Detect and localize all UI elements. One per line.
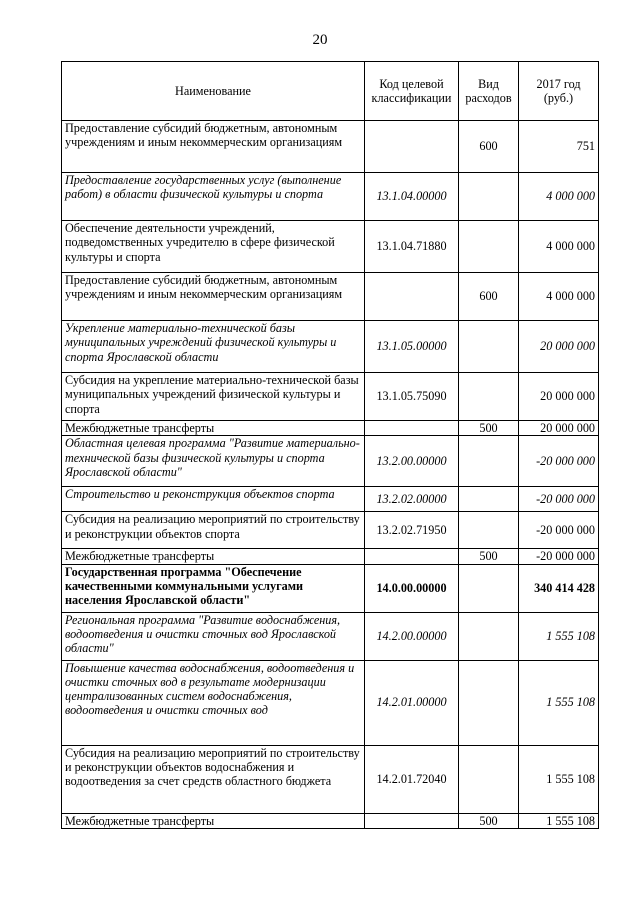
row-type: 600 <box>459 273 519 321</box>
row-type <box>459 564 519 612</box>
row-name: Субсидия на реализацию мероприятий по строительству и реконструкции объектов водоснабжения и водоотведения за счет средств областного бюджета <box>62 745 365 813</box>
row-name: Повышение качества водоснабжения, водоотведения и очистки сточных вод в результате модернизации централизованных систем водоснабжения, водоотведения и очистки сточных вод <box>62 660 365 745</box>
row-amount: 20 000 000 <box>519 321 599 373</box>
row-code: 13.1.04.71880 <box>365 221 459 273</box>
row-name: Строительство и реконструкция объектов спорта <box>62 487 365 512</box>
table-row <box>62 321 599 373</box>
row-code <box>365 421 459 436</box>
table-row <box>62 121 599 173</box>
row-name: Обеспечение деятельности учреждений, подведомственных учредителю в сфере физической культуры и спорта <box>62 221 365 273</box>
header-amount: 2017 год (руб.) <box>519 62 599 121</box>
table-row <box>62 421 599 436</box>
table-header-row <box>62 62 599 121</box>
table-row <box>62 436 599 487</box>
table-row <box>62 549 599 564</box>
row-type <box>459 487 519 512</box>
row-code: 14.2.00.00000 <box>365 612 459 660</box>
row-amount: 4 000 000 <box>519 221 599 273</box>
row-name: Укрепление материально-технической базы муниципальных учреждений физической культуры и спорта Ярославской области <box>62 321 365 373</box>
table-row <box>62 173 599 221</box>
row-type <box>459 321 519 373</box>
row-name: Межбюджетные трансферты <box>62 549 365 564</box>
row-type <box>459 745 519 813</box>
row-name: Межбюджетные трансферты <box>62 813 365 828</box>
row-amount: 1 555 108 <box>519 660 599 745</box>
row-amount: -20 000 000 <box>519 487 599 512</box>
row-amount: 751 <box>519 121 599 173</box>
row-name: Областная целевая программа "Развитие материально-технической базы физической культуры и спорта Ярославской области" <box>62 436 365 487</box>
row-code: 14.0.00.00000 <box>365 564 459 612</box>
row-amount: -20 000 000 <box>519 512 599 549</box>
row-name: Предоставление субсидий бюджетным, автономным учреждениям и иным некоммерческим организациям <box>62 121 365 173</box>
row-type <box>459 612 519 660</box>
row-amount: 340 414 428 <box>519 564 599 612</box>
row-code <box>365 121 459 173</box>
row-amount: 1 555 108 <box>519 813 599 828</box>
row-type <box>459 173 519 221</box>
row-type <box>459 660 519 745</box>
row-name: Региональная программа "Развитие водоснабжения, водоотведения и очистки сточных вод Ярославской области" <box>62 612 365 660</box>
table-row <box>62 487 599 512</box>
table-row <box>62 660 599 745</box>
row-type: 600 <box>459 121 519 173</box>
table-row <box>62 813 599 828</box>
table-row <box>62 373 599 421</box>
row-code <box>365 549 459 564</box>
header-type: Вид расходов <box>459 62 519 121</box>
row-code: 13.2.02.71950 <box>365 512 459 549</box>
row-code: 13.1.04.00000 <box>365 173 459 221</box>
row-type: 500 <box>459 421 519 436</box>
table-row <box>62 221 599 273</box>
row-name: Субсидия на укрепление материально-технической базы муниципальных учреждений физической культуры и спорта <box>62 373 365 421</box>
row-name: Предоставление государственных услуг (выполнение работ) в области физической культуры и спорта <box>62 173 365 221</box>
row-code: 14.2.01.00000 <box>365 660 459 745</box>
row-code: 14.2.01.72040 <box>365 745 459 813</box>
table-row <box>62 512 599 549</box>
row-code <box>365 813 459 828</box>
row-amount: 4 000 000 <box>519 273 599 321</box>
row-amount: 20 000 000 <box>519 373 599 421</box>
table-row <box>62 564 599 612</box>
header-code: Код целевой классификации <box>365 62 459 121</box>
row-amount: 20 000 000 <box>519 421 599 436</box>
table-row <box>62 273 599 321</box>
page-number: 20 <box>312 32 328 48</box>
row-amount: -20 000 000 <box>519 549 599 564</box>
row-type: 500 <box>459 549 519 564</box>
header-name: Наименование <box>62 62 365 121</box>
row-name: Межбюджетные трансферты <box>62 421 365 436</box>
row-code: 13.2.02.00000 <box>365 487 459 512</box>
table-row <box>62 612 599 660</box>
row-name: Государственная программа "Обеспечение качественными коммунальными услугами населения Ярославской области" <box>62 564 365 612</box>
row-code: 13.1.05.75090 <box>365 373 459 421</box>
row-code: 13.2.00.00000 <box>365 436 459 487</box>
budget-table <box>61 61 599 829</box>
row-name: Предоставление субсидий бюджетным, автономным учреждениям и иным некоммерческим организациям <box>62 273 365 321</box>
row-type: 500 <box>459 813 519 828</box>
row-amount: 1 555 108 <box>519 745 599 813</box>
row-type <box>459 221 519 273</box>
row-code <box>365 273 459 321</box>
row-code: 13.1.05.00000 <box>365 321 459 373</box>
row-type <box>459 512 519 549</box>
table-row <box>62 745 599 813</box>
row-amount: -20 000 000 <box>519 436 599 487</box>
row-amount: 1 555 108 <box>519 612 599 660</box>
row-type <box>459 436 519 487</box>
row-type <box>459 373 519 421</box>
row-amount: 4 000 000 <box>519 173 599 221</box>
row-name: Субсидия на реализацию мероприятий по строительству и реконструкции объектов спорта <box>62 512 365 549</box>
